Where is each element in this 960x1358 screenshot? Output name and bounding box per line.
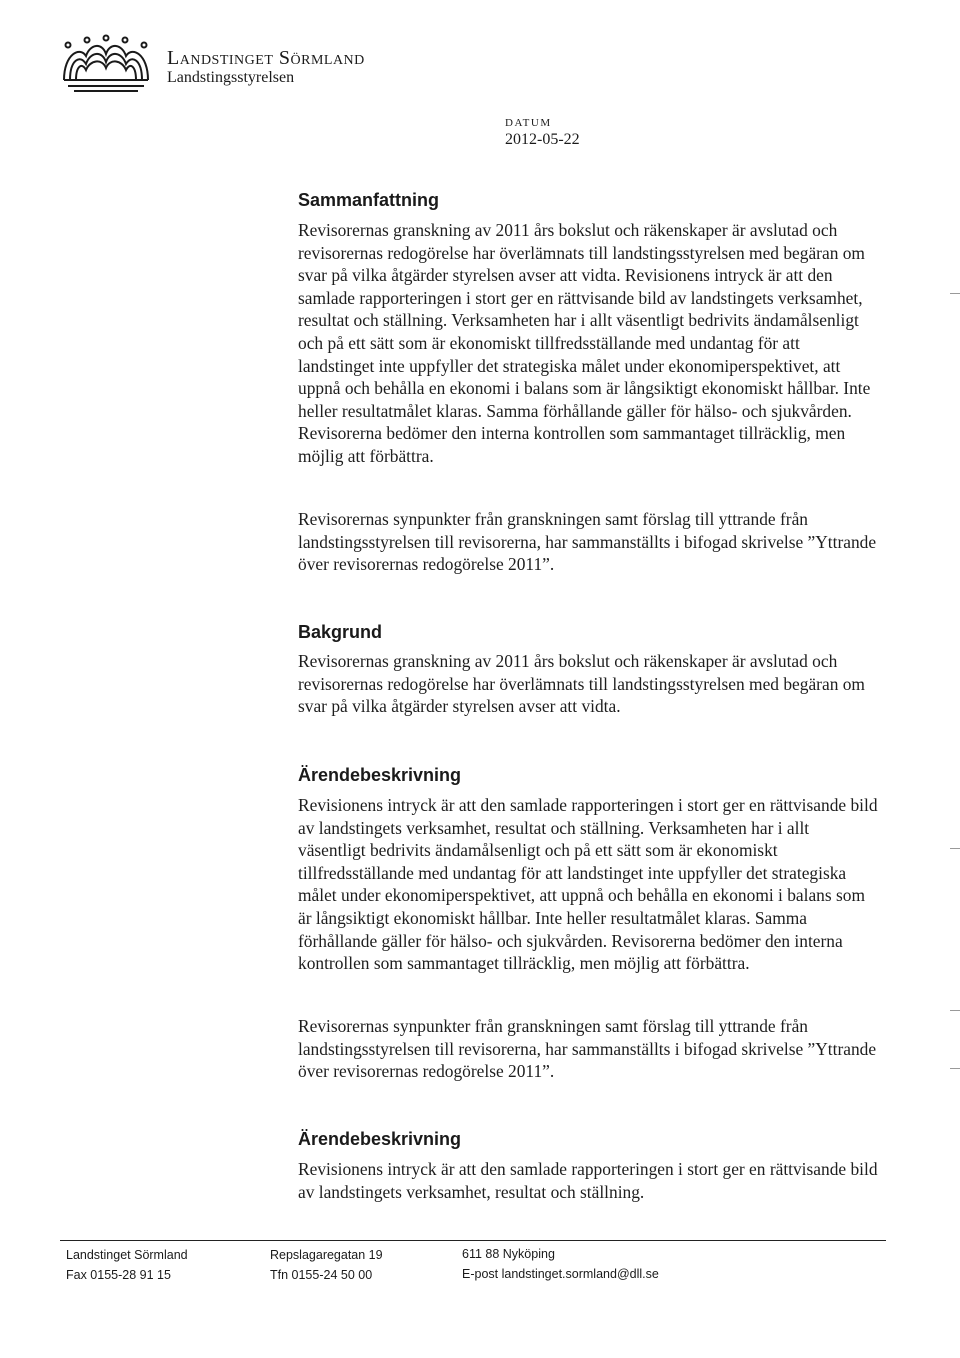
- bakgrund-paragraph: Revisorernas granskning av 2011 års bokslut och räkenskaper är avslutad och revisorernas redogörelse har överlämnats till landstingsstyrelsen med begäran om svar på vilka åtgärder styrelsen avser att vidta.: [298, 651, 865, 717]
- footer-organization: Landstinget Sörmland: [66, 1248, 188, 1262]
- heading-arendebeskrivning: Ärendebeskrivning: [298, 765, 462, 785]
- arendebeskrivning-paragraph-1: Revisionens intryck är att den samlade rapporteringen i stort ger en rättvisande bild av landstingets verksamhet, resultat och ställning. Verksamheten har i allt väsentligt bedrivits ändamålsenligt och på ett sätt som är ekonomiskt tillfredsställande med undantag för att landstinget inte uppfyller det strategiska målet under ekonomiperspektivet, att uppnå och behålla en ekonomi i balans som är långsiktigt ekonomiskt hållbar. Inte heller resultatmålet klaras. Samma förhållande gäller för hälso- och sjukvården. Revisorerna bedömer den interna kontrollen som sammantaget tillräcklig, men möjlig att förbättra.: [298, 795, 878, 974]
- arendebeskrivning-repeat-paragraph: Revisionens intryck är att den samlade rapporteringen i stort ger en rättvisande bild av landstingets verksamhet, resultat och ställning.: [298, 1159, 878, 1202]
- date-label: DATUM: [505, 117, 552, 129]
- footer-street-address: Repslagaregatan 19: [270, 1248, 383, 1262]
- heading-sammanfattning: Sammanfattning: [298, 190, 440, 210]
- scan-edge-mark: [950, 848, 960, 849]
- heading-arendebeskrivning-repeat: Ärendebeskrivning: [298, 1129, 462, 1149]
- document-date: 2012-05-22: [505, 131, 580, 148]
- scan-edge-mark: [950, 293, 960, 294]
- landstinget-crown-logo: [60, 34, 152, 94]
- organization-name: Landstinget Sörmland: [167, 47, 365, 69]
- footer-fax: Fax 0155-28 91 15: [66, 1268, 171, 1282]
- arendebeskrivning-paragraph-2: Revisorernas synpunkter från granskningen samt förslag till yttrande från landstingsstyrelsen till revisorerna, har sammanställts i bifogad skrivelse ”Yttrande över revisorernas redogörelse 2011”.: [298, 1016, 877, 1082]
- sammanfattning-paragraph-2: Revisorernas synpunkter från granskningen samt förslag till yttrande från landstingsstyrelsen till revisorerna, har sammanställts i bifogad skrivelse ”Yttrande över revisorernas redogörelse 2011”.: [298, 509, 877, 575]
- footer-phone: Tfn 0155-24 50 00: [270, 1268, 373, 1282]
- heading-bakgrund: Bakgrund: [298, 622, 383, 642]
- organization-unit: Landstingsstyrelsen: [167, 69, 295, 86]
- footer-email: E-post landstinget.sormland@dll.se: [462, 1267, 659, 1281]
- scan-edge-mark: [950, 1068, 960, 1069]
- sammanfattning-paragraph-1: Revisorernas granskning av 2011 års bokslut och räkenskaper är avslutad och revisorernas redogörelse har överlämnats till landstingsstyrelsen med begäran om svar på vilka åtgärder styrelsen avser att vidta. Revisionens intryck är att den samlade rapporteringen i stort ger en rättvisande bild av landstingets verksamhet, resultat och ställning. Verksamheten har i allt väsentligt bedrivits ändamålsenligt och på ett sätt som är ekonomiskt tillfredsställande med undantag för att landstinget inte uppfyller det strategiska målet under ekonomiperspektivet, att uppnå och behålla en ekonomi i balans som är långsiktigt ekonomiskt hållbar. Inte heller resultatmålet klaras. Samma förhållande gäller för hälso- och sjukvården. Revisorerna bedömer den interna kontrollen som sammantaget tillräcklig, men möjlig att förbättra.: [298, 220, 871, 466]
- footer-postal-address: 611 88 Nyköping: [462, 1247, 555, 1261]
- scan-edge-mark: [950, 1010, 960, 1011]
- footer-divider: [60, 1240, 886, 1241]
